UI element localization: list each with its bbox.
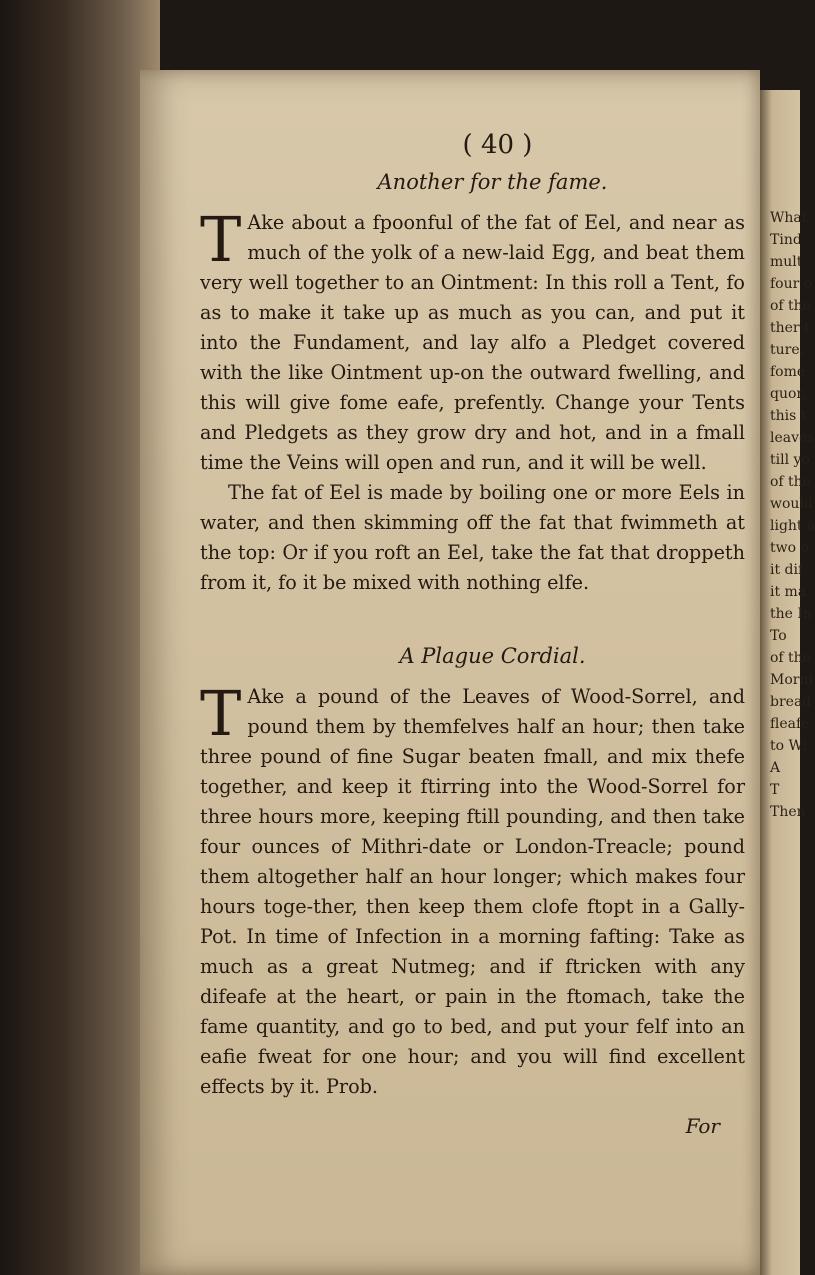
catchword: For xyxy=(685,1114,720,1138)
facing-page-fragment: Morni xyxy=(770,672,813,688)
facing-page-fragment: A xyxy=(770,760,781,776)
facing-page-fragment: it ma xyxy=(770,584,807,600)
facing-page-fragment: bread xyxy=(770,694,812,710)
section-title: Another for the fame. xyxy=(377,170,608,194)
drop-cap: T xyxy=(200,203,242,276)
facing-page-fragment: fome xyxy=(770,364,806,380)
paragraph-text: Ake a pound of the Leaves of Wood-Sorrel, and pound them by themfelves half an hour; then take three pound of fine Sugar beaten fmall, and mix thefe together, and keep it ftirring into the Wood-Sorrel for three hours more, keeping ftill pounding, and then take four ounces of Mithri-date or London-Treacle; pound them altogether half an hour longer; which makes four hours toge-ther, then keep them clofe ftopt in a Gally-Pot. In time of Infection in a morning fafting: Take as much as a great Nutmeg; and if ftricken with any difeafe at the heart, or pain in the ftomach, take the fame quantity, and go to bed, and put your felf into an eafie fweat for one hour; and you will find excellent effects by it. Prob. xyxy=(200,685,745,1098)
section-ointment xyxy=(200,170,745,598)
facing-page-fragment: of the xyxy=(770,298,811,314)
facing-page-fragment: leaves xyxy=(770,430,815,446)
facing-page-fragment: the In xyxy=(770,606,812,622)
facing-page-fragment: would xyxy=(770,496,813,512)
section-title: A Plague Cordial. xyxy=(399,644,586,668)
facing-page-fragment: Tind xyxy=(770,232,802,248)
facing-page-fragment: it dif xyxy=(770,562,804,578)
paragraph: The fat of Eel is made by boiling one or more Eels in water, and then skimming off the fat that fwimmeth at the top: Or if you roft an Eel, take the fat that droppeth from it, fo it be mixed with nothing elfe. xyxy=(200,481,745,594)
section-gap xyxy=(200,598,745,644)
paragraph xyxy=(200,203,745,478)
facing-page-fragment: What xyxy=(770,210,808,226)
page-number: ( 40 ) xyxy=(462,130,533,160)
drop-cap: T xyxy=(200,677,242,750)
paragraph-text: Ake about a fpoonful of the fat of Eel, and near as much of the yolk of a new-laid Egg, and beat them very well together to an Ointment: In this roll a Tent, fo as to make it take up as much as you can, and put it into the Fundament, and lay alfo a Pledget covered with the like Ointment up-on the outward fwelling, and this will give fome eafe, prefently. Change your Tents and Pledgets as they grow dry and hot, and in a fmall time the Veins will open and run, and it will be well. xyxy=(200,211,745,474)
facing-page-fragment: this t xyxy=(770,408,807,424)
facing-page-fragment: fleafe xyxy=(770,716,810,732)
facing-page-fragment: of the xyxy=(770,474,811,490)
facing-page-fragment: of the xyxy=(770,650,811,666)
facing-page-edge xyxy=(760,90,815,1275)
facing-page-fragment: ther t xyxy=(770,320,810,336)
facing-page-fragment: mult xyxy=(770,254,803,270)
facing-page-fragment: to Wi xyxy=(770,738,808,754)
page-content xyxy=(200,130,745,1138)
facing-page-fragment: T xyxy=(770,782,780,798)
paragraph xyxy=(200,677,745,1102)
facing-page-fragment: light a xyxy=(770,518,815,534)
facing-page-fragment: ture, xyxy=(770,342,805,358)
facing-page-fragment: quor, xyxy=(770,386,807,402)
facing-page-fragment: two o xyxy=(770,540,809,556)
book-gutter xyxy=(0,0,160,1275)
facing-page-fragment: four o xyxy=(770,276,813,292)
section-plague-cordial xyxy=(200,644,745,1102)
facing-page-fragment: To xyxy=(770,628,787,644)
book-page xyxy=(140,70,760,1275)
facing-page-fragment: till yo xyxy=(770,452,810,468)
facing-page-fragment: Then xyxy=(770,804,806,820)
